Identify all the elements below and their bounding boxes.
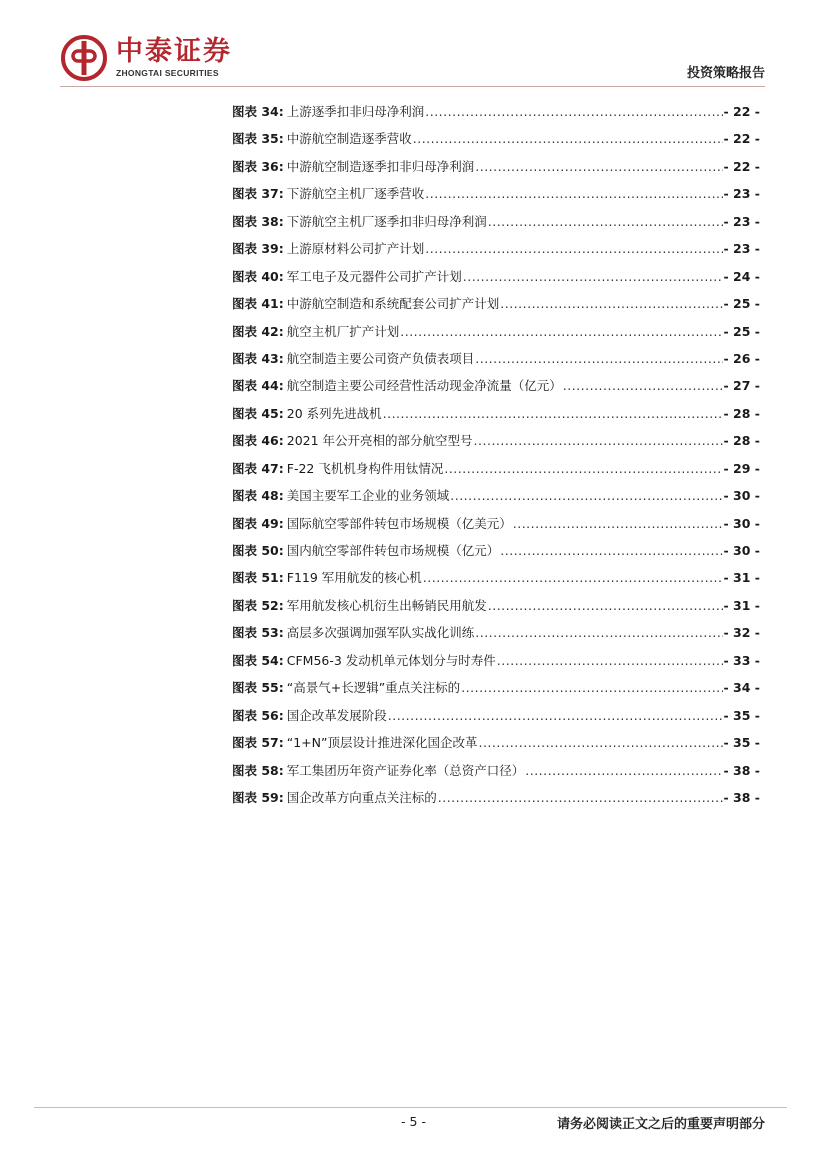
- toc-entry-page: - 32 -: [723, 625, 760, 641]
- toc-entry-label: 图表 54:: [232, 652, 284, 668]
- toc-entry-title: CFM56-3 发动机单元体划分与时寿件: [286, 652, 496, 668]
- toc-entry-page: - 30 -: [723, 515, 760, 531]
- toc-entry-label: 图表 38:: [232, 213, 284, 229]
- toc-entry-title: 航空主机厂扩产计划: [286, 323, 400, 339]
- logo-chinese-name: 中泰证券: [116, 36, 232, 67]
- toc-dot-leader: [425, 241, 722, 256]
- toc-entry-label: 图表 50:: [232, 543, 284, 558]
- toc-dot-leader: [423, 570, 723, 585]
- toc-entry[interactable]: [232, 706, 760, 733]
- toc-dot-leader: [488, 598, 723, 613]
- toc-entry-page: - 24 -: [723, 268, 760, 284]
- toc-entry[interactable]: [232, 404, 760, 431]
- toc-dot-leader: [475, 351, 722, 366]
- toc-dot-leader: [497, 653, 723, 668]
- toc-entry-label: 图表 47:: [232, 460, 284, 476]
- page-header: [0, 0, 827, 100]
- toc-entry-page: - 26 -: [723, 350, 760, 366]
- toc-dot-leader: [438, 790, 723, 805]
- toc-entry-page: - 31 -: [723, 570, 760, 586]
- toc-entry-title: 上游原材料公司扩产计划: [286, 241, 425, 257]
- toc-entry-page: - 30 -: [723, 488, 760, 504]
- toc-dot-leader: [388, 708, 723, 723]
- toc-entry-page: - 22 -: [723, 158, 760, 174]
- toc-entry-title: 下游航空主机厂逐季营收: [286, 186, 425, 202]
- toc-dot-leader: [488, 214, 723, 229]
- toc-entry-label: 图表 34:: [232, 104, 284, 119]
- toc-entry[interactable]: [232, 349, 760, 376]
- toc-dot-leader: [475, 625, 722, 640]
- toc-entry-page: - 38 -: [723, 762, 760, 778]
- toc-entry[interactable]: [232, 212, 760, 239]
- toc-dot-leader: [463, 269, 723, 284]
- company-logo: [60, 34, 232, 82]
- toc-entry-title: 国企改革方向重点关注标的: [286, 789, 437, 805]
- toc-entry[interactable]: [232, 514, 760, 541]
- toc-entry-title: 上游逐季扣非归母净利润: [286, 104, 425, 119]
- toc-entry-label: 图表 35:: [232, 131, 284, 147]
- toc-dot-leader: [425, 186, 722, 201]
- toc-dot-leader: [425, 104, 722, 119]
- toc-entry-page: - 30 -: [723, 543, 760, 558]
- toc-dot-leader: [413, 131, 723, 146]
- toc-entry-title: 国际航空零部件转包市场规模（亿美元）: [286, 515, 512, 531]
- toc-entry-label: 图表 45:: [232, 405, 284, 421]
- toc-entry-page: - 38 -: [723, 789, 760, 805]
- toc-entry-page: - 25 -: [723, 323, 760, 339]
- toc-entry-title: 国企改革发展阶段: [286, 707, 387, 723]
- toc-entry[interactable]: [232, 129, 760, 156]
- toc-entry-label: 图表 48:: [232, 488, 284, 504]
- toc-entry-label: 图表 52:: [232, 597, 284, 613]
- toc-dot-leader: [513, 516, 723, 531]
- zhongtai-logo-icon: [60, 34, 108, 82]
- toc-entry-title: 美国主要军工企业的业务领域: [286, 488, 450, 504]
- toc-entry-label: 图表 44:: [232, 378, 284, 394]
- toc-dot-leader: [500, 296, 722, 311]
- toc-entry-title: 军用航发核心机衍生出畅销民用航发: [286, 597, 487, 613]
- toc-entry-label: 图表 55:: [232, 680, 284, 696]
- toc-entry[interactable]: [232, 239, 760, 266]
- footer-divider: [34, 1107, 787, 1108]
- toc-entry-label: 图表 36:: [232, 158, 284, 174]
- toc-entry-label: 图表 46:: [232, 433, 284, 449]
- toc-entry-title: F-22 飞机机身构件用钛情况: [286, 460, 444, 476]
- toc-entry[interactable]: [232, 322, 760, 349]
- toc-entry-title: “1+N”顶层设计推进深化国企改革: [286, 735, 478, 751]
- page-number: - 5 -: [401, 1114, 426, 1129]
- toc-entry-page: - 23 -: [723, 213, 760, 229]
- toc-entry-page: - 25 -: [723, 296, 760, 312]
- toc-entry-label: 图表 39:: [232, 241, 284, 257]
- toc-dot-leader: [525, 763, 722, 778]
- toc-entry-page: - 33 -: [723, 652, 760, 668]
- toc-entry[interactable]: [232, 568, 760, 595]
- toc-entry[interactable]: [232, 623, 760, 650]
- toc-entry-title: “高景气+长逻辑”重点关注标的: [286, 680, 461, 696]
- toc-entry-page: - 29 -: [723, 460, 760, 476]
- toc-entry-title: 下游航空主机厂逐季扣非归母净利润: [286, 213, 487, 229]
- toc-entry-title: 航空制造主要公司资产负债表项目: [286, 350, 475, 366]
- toc-entry-page: - 35 -: [723, 707, 760, 723]
- toc-entry[interactable]: [232, 678, 760, 705]
- toc-entry[interactable]: [232, 459, 760, 486]
- toc-entry-title: 20 系列先进战机: [286, 405, 382, 421]
- toc-entry-page: - 34 -: [723, 680, 760, 696]
- table-of-figures: [232, 102, 760, 815]
- toc-entry-label: 图表 59:: [232, 789, 284, 805]
- toc-entry[interactable]: [232, 541, 760, 568]
- logo-english-name: ZHONGTAI SECURITIES: [116, 68, 219, 78]
- toc-entry[interactable]: [232, 294, 760, 321]
- toc-entry-page: - 22 -: [723, 104, 760, 119]
- report-type-label: 投资策略报告: [686, 66, 765, 81]
- toc-entry-title: 军工电子及元器件公司扩产计划: [286, 268, 462, 284]
- toc-entry-title: F119 军用航发的核心机: [286, 570, 422, 586]
- toc-entry-label: 图表 49:: [232, 515, 284, 531]
- toc-entry-label: 图表 40:: [232, 268, 284, 284]
- toc-entry-page: - 27 -: [723, 378, 760, 394]
- toc-entry-label: 图表 42:: [232, 323, 284, 339]
- toc-dot-leader: [563, 378, 723, 393]
- toc-entry-page: - 23 -: [723, 186, 760, 202]
- toc-dot-leader: [478, 735, 722, 750]
- toc-dot-leader: [475, 159, 722, 174]
- toc-entry[interactable]: [232, 733, 760, 760]
- toc-entry[interactable]: [232, 102, 760, 129]
- toc-entry-label: 图表 58:: [232, 762, 284, 778]
- toc-entry-label: 图表 37:: [232, 186, 284, 202]
- toc-entry-page: - 28 -: [723, 405, 760, 421]
- toc-entry-page: - 35 -: [723, 735, 760, 751]
- toc-entry-label: 图表 56:: [232, 707, 284, 723]
- toc-entry-label: 图表 51:: [232, 570, 284, 586]
- toc-entry-page: - 22 -: [723, 131, 760, 147]
- toc-entry-label: 图表 43:: [232, 350, 284, 366]
- toc-entry[interactable]: [232, 788, 760, 815]
- toc-dot-leader: [461, 680, 722, 695]
- toc-entry-title: 2021 年公开亮相的部分航空型号: [286, 433, 473, 449]
- toc-entry-title: 中游航空制造和系统配套公司扩产计划: [286, 296, 500, 312]
- toc-entry[interactable]: [232, 376, 760, 403]
- toc-entry[interactable]: [232, 596, 760, 623]
- toc-entry[interactable]: [232, 184, 760, 211]
- toc-entry-page: - 31 -: [723, 597, 760, 613]
- toc-dot-leader: [474, 433, 723, 448]
- toc-entry[interactable]: [232, 431, 760, 458]
- header-divider: [60, 86, 765, 87]
- toc-entry-title: 中游航空制造逐季营收: [286, 131, 412, 147]
- toc-entry-title: 国内航空零部件转包市场规模（亿元）: [286, 543, 500, 558]
- toc-entry[interactable]: [232, 761, 760, 788]
- toc-dot-leader: [500, 543, 722, 558]
- toc-entry[interactable]: [232, 651, 760, 678]
- toc-dot-leader: [383, 406, 723, 421]
- toc-entry-label: 图表 53:: [232, 625, 284, 641]
- toc-entry[interactable]: [232, 267, 760, 294]
- toc-dot-leader: [400, 324, 722, 339]
- toc-entry[interactable]: [232, 486, 760, 513]
- toc-entry-label: 图表 41:: [232, 296, 284, 312]
- footer-disclaimer: 请务必阅读正文之后的重要声明部分: [556, 1117, 765, 1132]
- toc-entry-title: 中游航空制造逐季扣非归母净利润: [286, 158, 475, 174]
- toc-entry[interactable]: [232, 157, 760, 184]
- toc-entry-page: - 23 -: [723, 241, 760, 257]
- toc-entry-title: 高层多次强调加强军队实战化训练: [286, 625, 475, 641]
- toc-entry-title: 军工集团历年资产证券化率（总资产口径）: [286, 762, 525, 778]
- toc-dot-leader: [450, 488, 722, 503]
- toc-entry-title: 航空制造主要公司经营性活动现金净流量（亿元）: [286, 378, 562, 394]
- toc-dot-leader: [444, 461, 722, 476]
- toc-entry-label: 图表 57:: [232, 735, 284, 751]
- toc-entry-page: - 28 -: [723, 433, 760, 449]
